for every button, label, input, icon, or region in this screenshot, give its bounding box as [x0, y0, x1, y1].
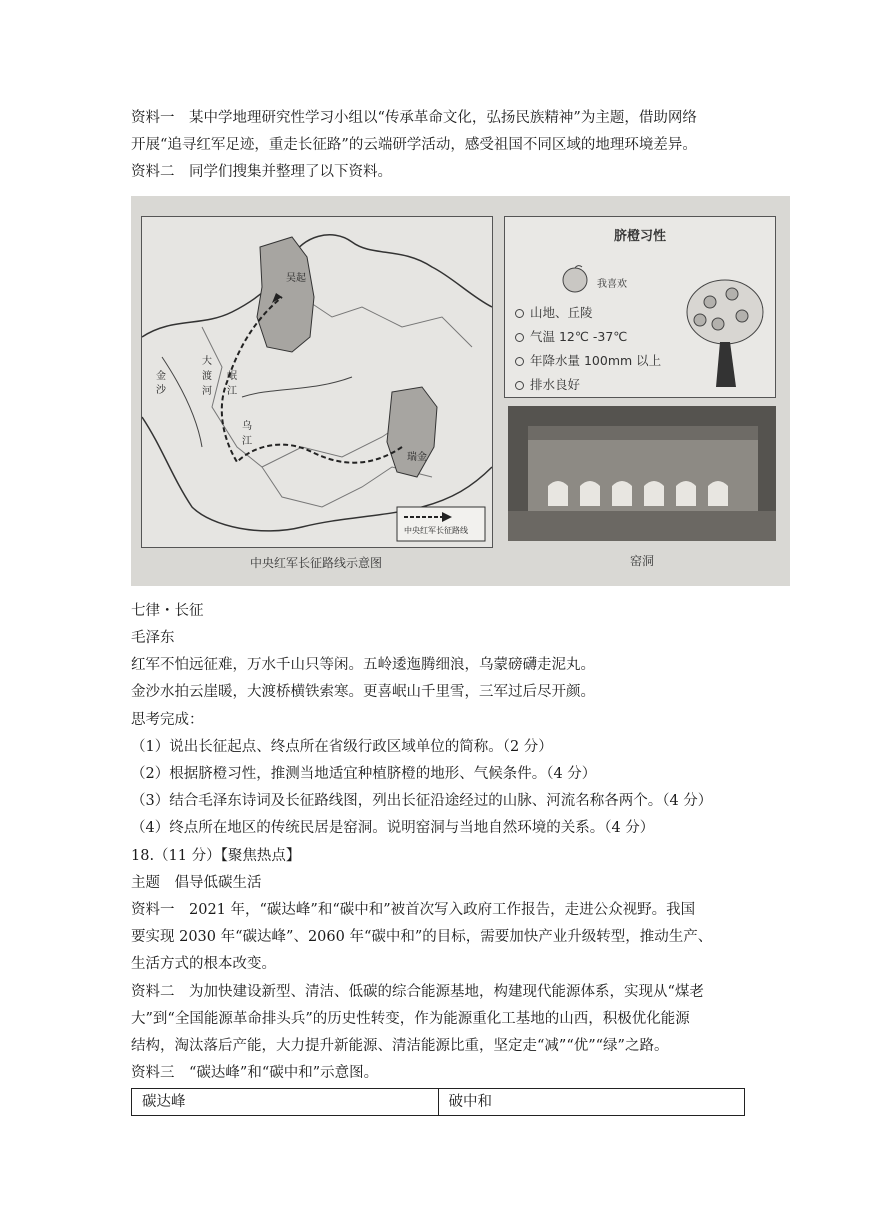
- q18-material-1-line-3: 生活方式的根本改变。: [131, 956, 276, 972]
- question-2: （2）根据脐橙习性，推测当地适宜种植脐橙的地形、气候条件。（4 分）: [131, 766, 597, 782]
- info-title: 脐橙习性: [613, 229, 666, 244]
- q18-material-2-line-3: 结构，淘汰落后产能，大力提升新能源、清洁能源比重，坚定走“减”“优”“绿”之路。: [131, 1038, 669, 1054]
- intro-line-2: 开展“追寻红军足迹，重走长征路”的云端研学活动，感受祖国不同区域的地理环境差异。: [131, 137, 697, 153]
- poem-line-1: 红军不怕远征难，万水千山只等闲。五岭逶迤腾细浪，乌蒙磅礴走泥丸。: [131, 657, 595, 673]
- long-march-map: [141, 216, 493, 548]
- q18-material-3: 资料三 “碳达峰”和“碳中和”示意图。: [131, 1065, 379, 1081]
- info-badge: 我喜欢: [597, 279, 627, 290]
- orange-icon: [560, 265, 590, 293]
- question-1: （1）说出长征起点、终点所在省级行政区域单位的简称。（2 分）: [131, 739, 553, 755]
- map-caption: 中央红军长征路线示意图: [249, 556, 382, 570]
- info-item-terrain: 山地、丘陵: [515, 303, 593, 321]
- map-label-jiang: 江: [227, 386, 237, 397]
- photo-caption: 窑洞: [629, 554, 654, 568]
- intro-line-3: 资料二 同学们搜集并整理了以下资料。: [131, 164, 392, 180]
- info-item-drainage: 排水良好: [515, 375, 580, 393]
- questions-heading: 思考完成：: [131, 712, 204, 728]
- figure-photo: [131, 196, 790, 586]
- question-4: （4）终点所在地区的传统民居是窑洞。说明窑洞与当地自然环境的关系。（4 分）: [131, 820, 655, 836]
- q18-material-2-line-2: 大”到“全国能源革命排头兵”的历史性转变，作为能源重化工基地的山西，积极优化能源: [131, 1011, 690, 1027]
- map-label-min: 岷: [227, 371, 237, 382]
- map-label-du: 渡: [202, 371, 212, 382]
- shaanxi-region: [257, 237, 314, 352]
- map-label-wu: 乌: [242, 421, 252, 432]
- q18-material-1-line-2: 要实现 2030 年“碳达峰”、2060 年“碳中和”的目标，需要加快产业升级转型，推动生产、: [131, 929, 713, 945]
- info-item-temperature: 气温 12℃ -37℃: [515, 327, 627, 345]
- intro-line-1: 资料一 某中学地理研究性学习小组以“传承革命文化，弘扬民族精神”为主题，借助网络: [131, 110, 697, 126]
- map-label-he: 河: [202, 386, 212, 397]
- q18-header: 18.（11 分）【聚焦热点】: [131, 848, 301, 864]
- poem-line-2: 金沙水拍云崖暖，大渡桥横铁索寒。更喜岷山千里雪，三军过后尽开颜。: [131, 684, 595, 700]
- cave-dwelling-photo: [508, 406, 776, 541]
- navel-orange-habits-panel: [504, 216, 776, 398]
- map-label-wuqi: 吴起: [286, 273, 306, 284]
- question-3: （3）结合毛泽东诗词及长征路线图，列出长征沿途经过的山脉、河流名称各两个。（4 分）: [131, 793, 713, 809]
- carbon-table: [131, 1088, 745, 1116]
- map-svg: [142, 217, 492, 547]
- map-label-ruijin: 瑞金: [407, 452, 427, 463]
- table-cell-carbon-neutral: 破中和: [438, 1089, 745, 1115]
- q18-topic: 主题 倡导低碳生活: [131, 875, 262, 891]
- map-label-sha: 沙: [156, 385, 166, 396]
- orange-tree-icon: [680, 272, 770, 392]
- map-label-da: 大: [202, 356, 212, 367]
- q18-material-1-line-1: 资料一 2021 年，“碳达峰”和“碳中和”被首次写入政府工作报告，走进公众视野。我国: [131, 902, 696, 918]
- table-cell-carbon-peak: 碳达峰: [142, 1094, 186, 1110]
- map-legend-label: 中央红军长征路线: [404, 526, 468, 535]
- map-label-jin: 金: [156, 371, 166, 382]
- jiangxi-region: [387, 387, 437, 477]
- poem-title: 七律・长征: [131, 603, 204, 619]
- info-item-precipitation: 年降水量 100mm 以上: [515, 351, 661, 369]
- poem-author: 毛泽东: [131, 630, 175, 646]
- q18-material-2-line-1: 资料二 为加快建设新型、清洁、低碳的综合能源基地，构建现代能源体系，实现从“煤老: [131, 984, 704, 1000]
- map-label-jiang2: 江: [242, 436, 252, 447]
